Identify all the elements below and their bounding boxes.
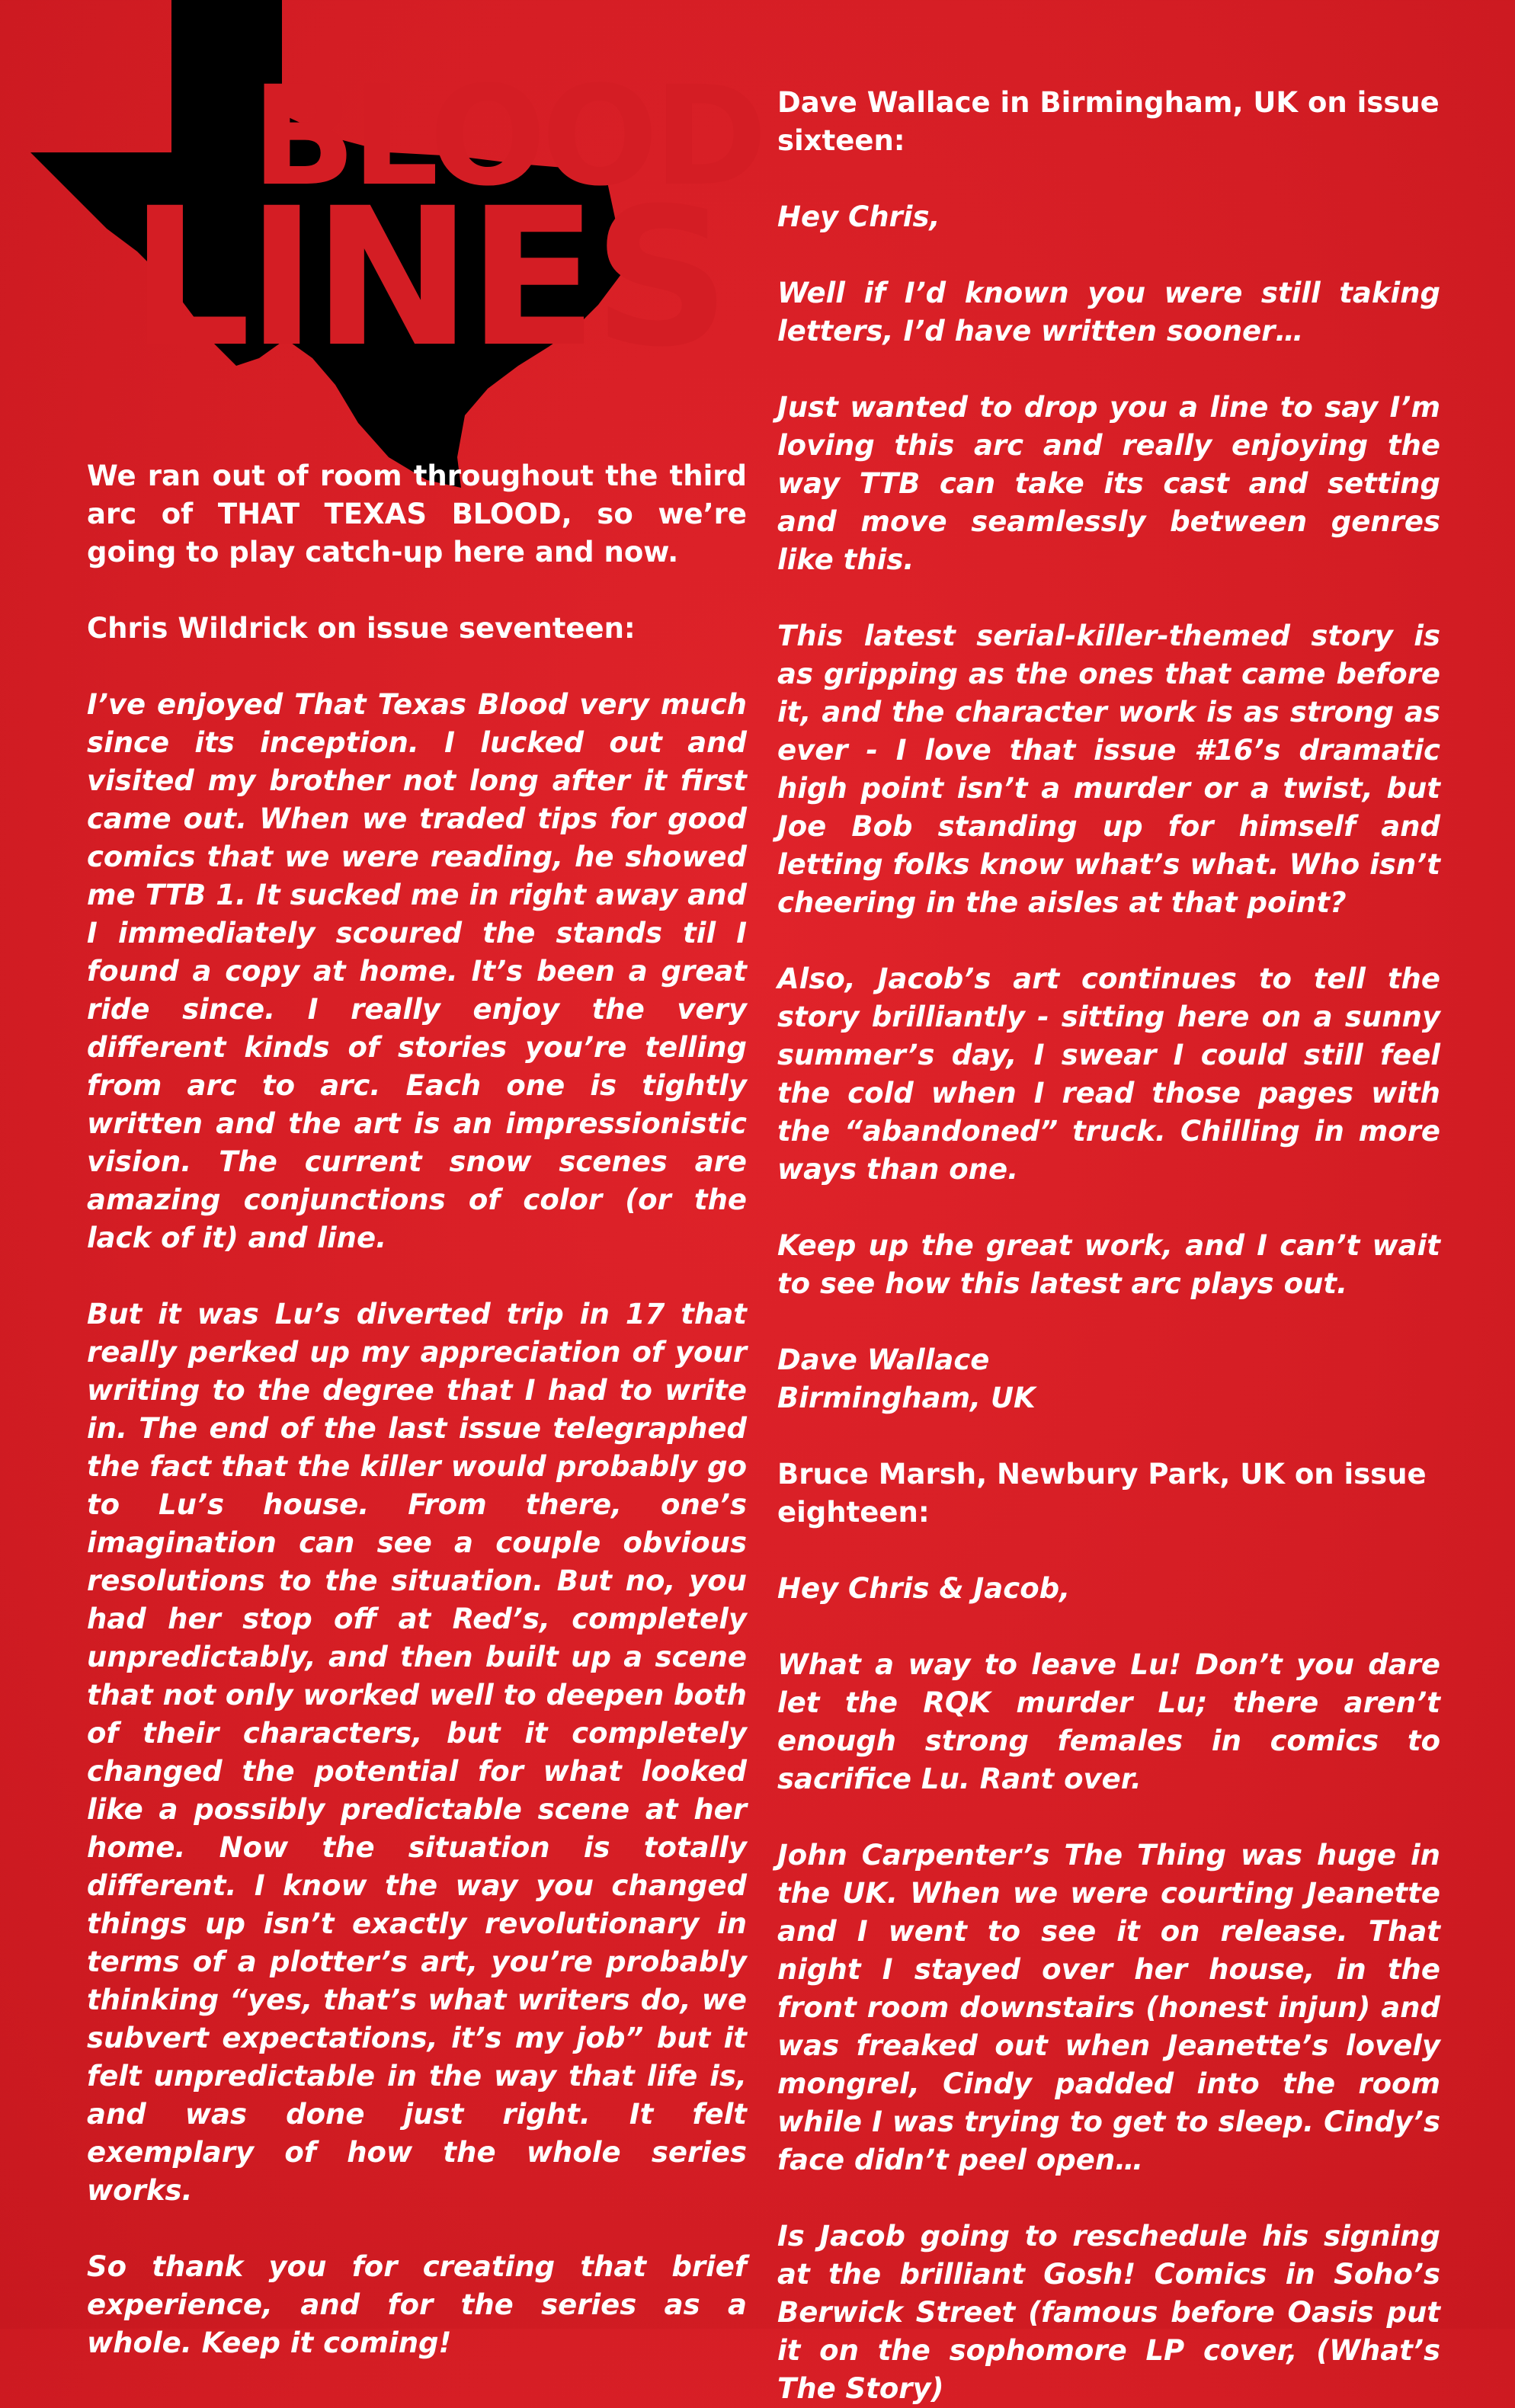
letter-paragraph: I’ve enjoyed That Texas Blood very much since its inception. I lucked out and visited my brother not long after it first came out. When we traded tips for good comics that we were reading, he showed me TTB 1. It sucked me in right away and I immediately scoured the stands til I found a copy at home. It’s been a great ride since. I really enjoy the very different kinds of stories you’re telling from arc to arc. Each one is tightly written and the art is an impressionistic vision. The current snow scenes are amazing conjunctions of color (or the lack of it) and line.: [87, 688, 747, 1254]
letter-greeting: Hey Chris,: [777, 200, 940, 233]
letter-paragraph: Is Jacob going to reschedule his signing at the brilliant Gosh! Comics in Soho’s Berwick Street (famous before Oasis put it on the sophomore LP cover, (What’s The Story): [777, 2220, 1440, 2405]
letter-heading: Dave Wallace in Birmingham, UK on issue sixteen:: [777, 86, 1440, 157]
letter-greeting: Hey Chris & Jacob,: [777, 1572, 1071, 1605]
signature-name: Dave Wallace: [777, 1343, 990, 1376]
letter-signature: [777, 1341, 1440, 1417]
letter-paragraph: Well if I’d known you were still taking letters, I’d have written sooner…: [777, 277, 1440, 347]
letter-paragraph: John Carpenter’s The Thing was huge in the UK. When we were courting Jeanette and I went to see it on release. That night I stayed over her house, in the front room downstairs (honest injun) and was freaked out when Jeanette’s lovely mongrel, Cindy padded into the room while I was trying to get to sleep. Cindy’s face didn’t peel open…: [777, 1839, 1440, 2176]
signature-place: Birmingham, UK: [777, 1382, 1036, 1414]
left-column: [87, 457, 747, 2362]
title-word-blood: BLOOD: [251, 57, 763, 216]
letter-paragraph: This latest serial-killer-themed story is as gripping as the ones that came before it, and the character work is as strong as ever - I love that issue #16’s dramatic high point isn’t a murder or a twist, but Joe Bob standing up for himself and letting folks know what’s what. Who isn’t cheering in the aisles at that point?: [777, 620, 1440, 919]
letter-paragraph: But it was Lu’s diverted trip in 17 that really perked up my appreciation of your writing to the degree that I had to write in. The end of the last issue telegraphed the fact that the killer would probably go to Lu’s house. From there, one’s imagination can see a couple obvious resolutions to the situation. But no, you had her stop off at Red’s, completely unpredictably, and then built up a scene that not only worked well to deepen both of their characters, but it completely changed the potential for what looked like a possibly predictable scene at her home. Now the situation is totally different. I know the way you changed things up isn’t exactly revolutionary in terms of a plotter’s art, you’re probably thinking “yes, that’s what writers do, we subvert expectations, it’s my job” but it felt unpredictable in the way that life is, and was done just right. It felt exemplary of how the whole series works.: [87, 1298, 747, 2207]
letter-paragraph: What a way to leave Lu! Don’t you dare let the RQK murder Lu; there aren’t enough strong females in comics to sacrifice Lu. Rant over.: [777, 1648, 1440, 1795]
letter-heading: Chris Wildrick on issue seventeen:: [87, 612, 636, 645]
intro-paragraph: We ran out of room throughout the third arc of THAT TEXAS BLOOD, so we’re going to play catch-up here and now.: [87, 460, 747, 568]
letter-paragraph: So thank you for creating that brief experience, and for the series as a whole. Keep it coming!: [87, 2250, 747, 2359]
letter-paragraph: Also, Jacob’s art continues to tell the story brilliantly - sitting here on a sunny summer’s day, I swear I could still feel the cold when I read those pages with the “abandoned” truck. Chilling in more ways than one.: [777, 962, 1440, 1186]
letter-heading: Bruce Marsh, Newbury Park, UK on issue eighteen:: [777, 1458, 1427, 1529]
letter-paragraph: Keep up the great work, and I can’t wait to see how this latest arc plays out.: [777, 1229, 1440, 1300]
letter-paragraph: Just wanted to drop you a line to say I’m loving this arc and really enjoying the way TTB can take its cast and setting and move seamlessly between genres like this.: [777, 391, 1440, 576]
right-column: [777, 84, 1440, 2408]
title-word-lines: LINES: [130, 167, 726, 389]
